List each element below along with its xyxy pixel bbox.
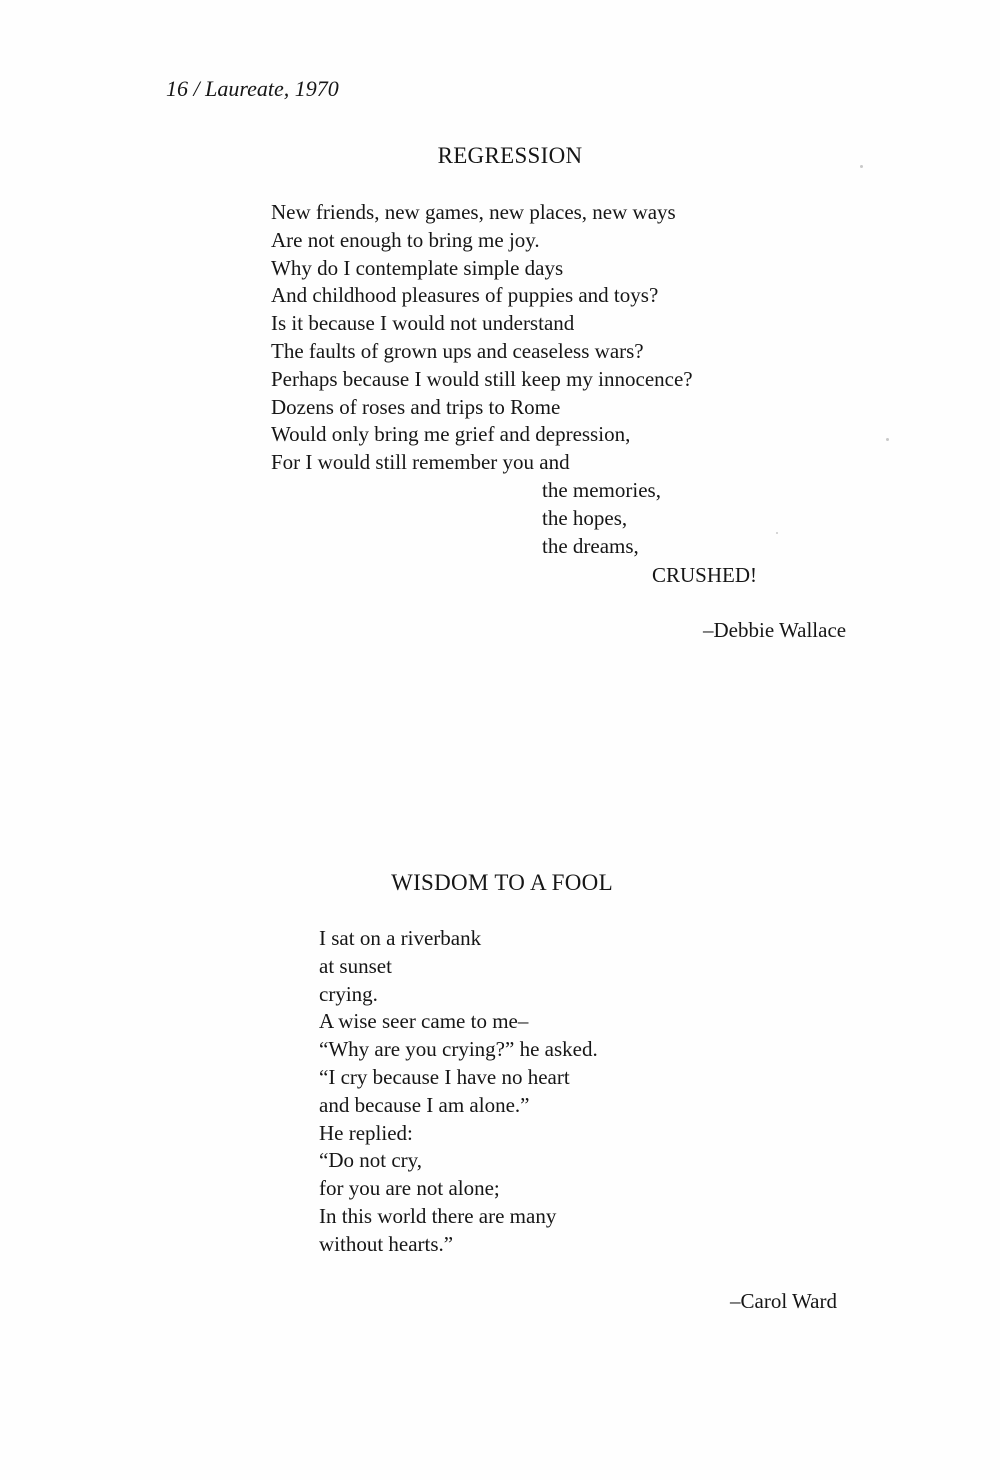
- poem-line: “I cry because I have no heart: [319, 1064, 570, 1089]
- poem-line: crying.: [319, 981, 378, 1006]
- paper-speck: [860, 165, 863, 168]
- poem-line: A wise seer came to me–: [319, 1009, 529, 1034]
- poem-body-wisdom: [319, 925, 598, 1259]
- poem-line: In this world there are many: [319, 1203, 557, 1228]
- poem-line: New friends, new games, new places, new ways: [271, 200, 676, 224]
- poem-line: the memories,: [542, 478, 661, 502]
- poem-line: for you are not alone;: [319, 1176, 500, 1201]
- poem-body-regression: [271, 199, 693, 477]
- poem-line: He replied:: [319, 1120, 413, 1145]
- poem-line: I sat on a riverbank: [319, 926, 482, 950]
- poem-line: Perhaps because I would still keep my innocence?: [271, 366, 693, 391]
- poem-indented-lines: [542, 477, 661, 560]
- poem-line: Would only bring me grief and depression,: [271, 422, 631, 447]
- poem-line: Why do I contemplate simple days: [271, 255, 564, 280]
- poem-line: Is it because I would not understand: [271, 311, 575, 336]
- poem-final-word: CRUSHED!: [652, 563, 758, 587]
- poem-line: For I would still remember you and: [271, 450, 570, 475]
- poem-line: the hopes,: [542, 505, 628, 530]
- poem-author-regression: –Debbie Wallace: [703, 618, 847, 642]
- poem-line: And childhood pleasures of puppies and toys?: [271, 283, 659, 308]
- poem-line: “Do not cry,: [319, 1148, 423, 1173]
- poem-title-wisdom: WISDOM TO A FOOL: [391, 870, 613, 895]
- poem-line: Are not enough to bring me joy.: [271, 227, 540, 252]
- poem-line: at sunset: [319, 953, 392, 978]
- poem-line: and because I am alone.”: [319, 1092, 530, 1117]
- poem-line: Dozens of roses and trips to Rome: [271, 394, 561, 419]
- poem-line: “Why are you crying?” he asked.: [319, 1037, 598, 1062]
- paper-speck: [886, 438, 889, 441]
- poem-author-wisdom: –Carol Ward: [730, 1289, 837, 1313]
- poem-line: The faults of grown ups and ceaseless wars?: [271, 338, 644, 363]
- poem-title-regression: REGRESSION: [437, 143, 583, 168]
- poem-line: without hearts.”: [319, 1231, 454, 1256]
- paper-speck: [776, 532, 778, 534]
- running-head: 16 / Laureate, 1970: [166, 76, 339, 101]
- poem-line: the dreams,: [542, 533, 639, 558]
